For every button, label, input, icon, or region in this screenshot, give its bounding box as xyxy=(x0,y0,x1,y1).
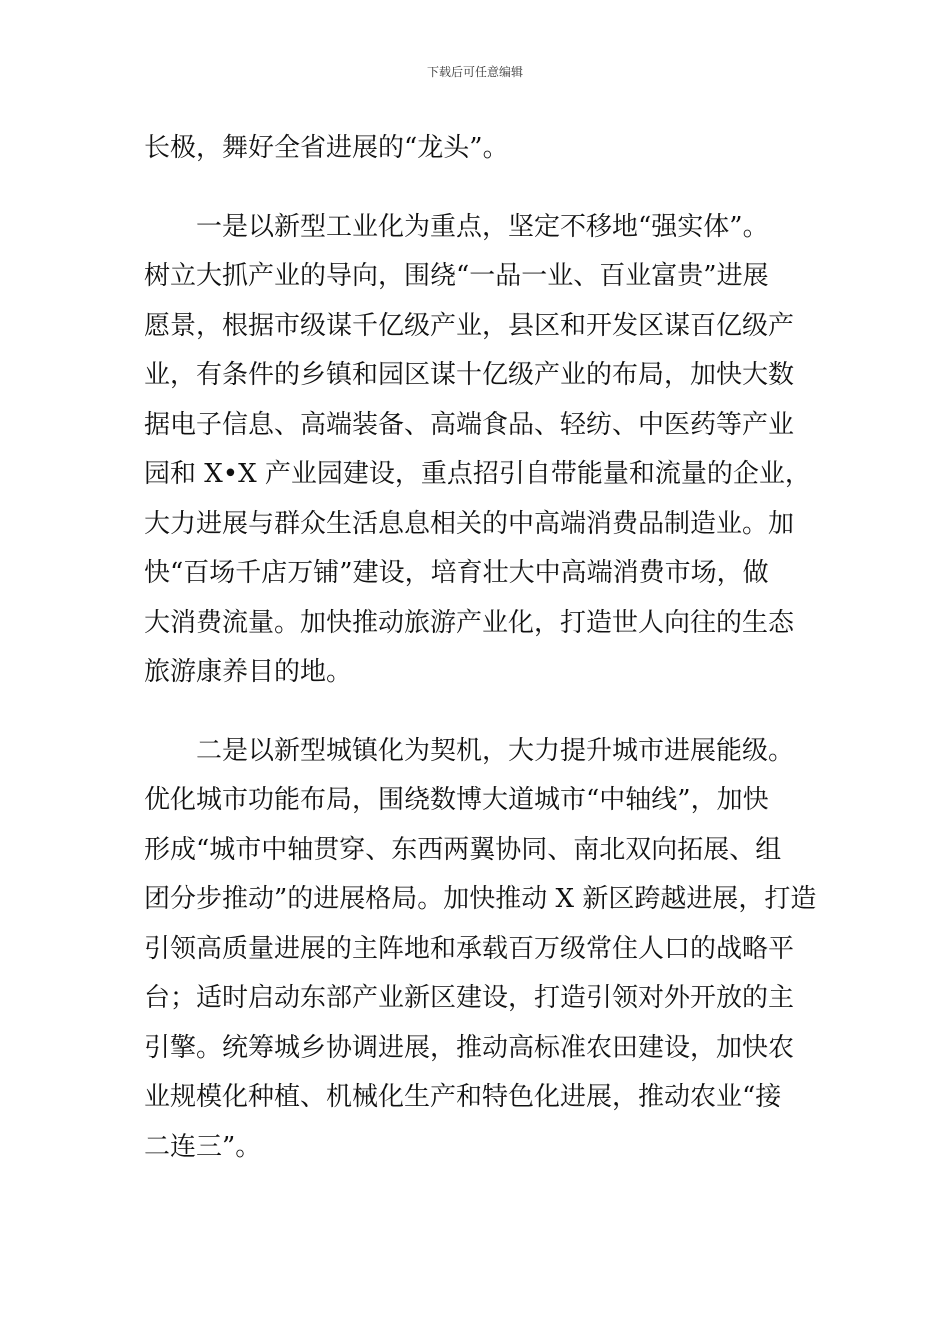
paragraph-gap xyxy=(144,174,812,203)
text-line: 业，有条件的乡镇和园区谋十亿级产业的布局，加快大数 xyxy=(144,360,795,390)
text-line: 形成“城市中轴贯穿、东西两翼协同、南北双向拓展、组 xyxy=(144,834,782,865)
text-line: 二是以新型城镇化为契机，大力提升城市进展能级。 xyxy=(196,735,795,766)
text-line: 二连三”。 xyxy=(144,1131,262,1162)
text-line: 大力进展与群众生活息息相关的中高端消费品制造业。加 xyxy=(144,508,795,539)
text-line: 园和 X•X 产业园建设，重点招引自带能量和流量的企业， xyxy=(144,459,811,489)
paragraph xyxy=(144,727,817,1173)
paragraph xyxy=(144,124,812,174)
paragraph xyxy=(144,203,812,698)
text-line: 一是以新型工业化为重点，坚定不移地“强实体”。 xyxy=(196,211,769,242)
text-line: 引领高质量进展的主阵地和承载百万级常住人口的战略平 xyxy=(144,933,795,964)
text-line: 业规模化种植、机械化生产和特色化进展，推动农业“接 xyxy=(144,1082,782,1112)
text-line: 树立大抓产业的导向，围绕“一品一业、百业富贵”进展 xyxy=(144,261,769,291)
text-line: 团分步推动”的进展格局。加快推动 X 新区跨越进展，打造 xyxy=(144,884,817,914)
text-line: 引擎。统筹城乡协调进展，推动高标准农田建设，加快农 xyxy=(144,1032,795,1063)
page-header: 下载后可任意编辑 xyxy=(426,65,523,79)
text-line: 旅游康养目的地。 xyxy=(144,657,353,687)
text-line: 快“百场千店万铺”建设，培育壮大中高端消费市场，做 xyxy=(144,558,769,588)
text-line: 优化城市功能布局，围绕数博大道城市“中轴线”，加快 xyxy=(144,785,769,815)
text-line: 长极，舞好全省进展的“龙头”。 xyxy=(144,133,509,163)
text-line: 大消费流量。加快推动旅游产业化，打造世人向往的生态 xyxy=(144,607,795,638)
text-line: 据电子信息、高端装备、高端食品、轻纺、中医药等产业 xyxy=(144,409,795,440)
text-line: 台；适时启动东部产业新区建设，打造引领对外开放的主 xyxy=(144,983,795,1013)
text-line: 愿景，根据市级谋千亿级产业，县区和开发区谋百亿级产 xyxy=(144,310,795,341)
paragraph-gap xyxy=(144,698,812,727)
document-body xyxy=(144,124,817,1172)
